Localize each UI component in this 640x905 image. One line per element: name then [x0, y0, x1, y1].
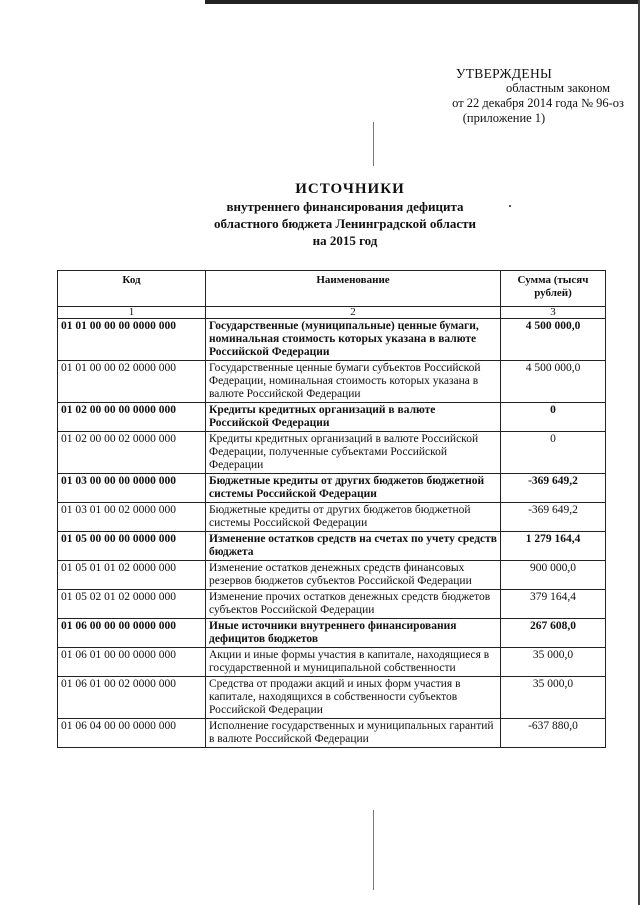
row-name: Государственные ценные бумаги субъектов Российской Федерации, номинальная стоимость которых указана в валюте Российской Федерации — [206, 361, 501, 403]
column-number: 3 — [501, 307, 606, 319]
row-sum: 0 — [501, 432, 606, 474]
table-row — [58, 432, 606, 474]
approval-stamp — [394, 66, 624, 126]
row-code: 01 01 00 00 00 0000 000 — [58, 319, 206, 361]
row-sum: 4 500 000,0 — [501, 319, 606, 361]
row-code: 01 06 01 00 00 0000 000 — [58, 648, 206, 677]
table-row — [58, 503, 606, 532]
row-code: 01 05 01 01 02 0000 000 — [58, 561, 206, 590]
row-sum: 4 500 000,0 — [501, 361, 606, 403]
row-sum: 900 000,0 — [501, 561, 606, 590]
table-row — [58, 590, 606, 619]
row-name: Кредиты кредитных организаций в валюте Российской Федерации, полученные субъектами Российской Федерации — [206, 432, 501, 474]
sources-table — [57, 270, 606, 748]
header-sum: Сумма (тысяч рублей) — [501, 271, 606, 307]
row-name: Изменение прочих остатков денежных средств бюджетов субъектов Российской Федерации — [206, 590, 501, 619]
table-row — [58, 361, 606, 403]
row-name: Государственные (муниципальные) ценные бумаги, номинальная стоимость которых указана в валюте Российской Федерации — [206, 319, 501, 361]
row-name: Средства от продажи акций и иных форм участия в капитале, находящихся в собственности субъектов Российской Федерации — [206, 677, 501, 719]
table-header-row — [58, 271, 606, 307]
row-name: Иные источники внутреннего финансирования дефицитов бюджетов — [206, 619, 501, 648]
header-name: Наименование — [206, 271, 501, 307]
row-sum: 35 000,0 — [501, 677, 606, 719]
header-code: Код — [58, 271, 206, 307]
document-title — [0, 181, 640, 249]
table-row — [58, 677, 606, 719]
table-row — [58, 648, 606, 677]
row-code: 01 02 00 00 02 0000 000 — [58, 432, 206, 474]
approval-law: областным законом — [505, 81, 610, 95]
title-line-4: на 2015 год — [312, 233, 378, 248]
row-name: Кредиты кредитных организаций в валюте Российской Федерации — [206, 403, 501, 432]
row-sum: -369 649,2 — [501, 503, 606, 532]
row-name: Исполнение государственных и муниципальных гарантий в валюте Российской Федерации — [206, 719, 501, 748]
row-code: 01 02 00 00 00 0000 000 — [58, 403, 206, 432]
row-code: 01 06 04 00 00 0000 000 — [58, 719, 206, 748]
row-name: Изменение остатков денежных средств финансовых резервов бюджетов субъектов Российской Федерации — [206, 561, 501, 590]
approval-appendix: (приложение 1) — [462, 111, 546, 125]
row-sum: 35 000,0 — [501, 648, 606, 677]
table-row — [58, 719, 606, 748]
table-row — [58, 474, 606, 503]
title-line-1: ИСТОЧНИКИ — [295, 181, 405, 197]
approval-date: от 22 декабря 2014 года № 96-оз — [452, 96, 624, 110]
row-code: 01 03 01 00 02 0000 000 — [58, 503, 206, 532]
scan-edge-top — [205, 0, 640, 4]
column-number: 2 — [206, 307, 501, 319]
row-sum: 0 — [501, 403, 606, 432]
row-code: 01 05 00 00 00 0000 000 — [58, 532, 206, 561]
title-line-3: областного бюджета Ленинградской области — [213, 216, 477, 231]
row-code: 01 01 00 00 02 0000 000 — [58, 361, 206, 403]
row-sum: 1 279 164,4 — [501, 532, 606, 561]
row-name: Изменение остатков средств на счетах по учету средств бюджета — [206, 532, 501, 561]
row-sum: 379 164,4 — [501, 590, 606, 619]
row-name: Бюджетные кредиты от других бюджетов бюджетной системы Российской Федерации — [206, 474, 501, 503]
row-sum: -369 649,2 — [501, 474, 606, 503]
column-number: 1 — [58, 307, 206, 319]
scan-artifact-line — [373, 122, 374, 166]
row-code: 01 03 00 00 00 0000 000 — [58, 474, 206, 503]
scan-artifact-line — [373, 810, 374, 890]
row-code: 01 06 00 00 00 0000 000 — [58, 619, 206, 648]
title-line-2: внутреннего финансирования дефицита — [226, 199, 464, 214]
row-sum: 267 608,0 — [501, 619, 606, 648]
table-row — [58, 619, 606, 648]
table-row — [58, 532, 606, 561]
row-name: Акции и иные формы участия в капитале, находящиеся в государственной и муниципальной собственности — [206, 648, 501, 677]
table-row — [58, 561, 606, 590]
approval-title: УТВЕРЖДЕНЫ — [455, 66, 553, 81]
row-code: 01 05 02 01 02 0000 000 — [58, 590, 206, 619]
row-code: 01 06 01 00 02 0000 000 — [58, 677, 206, 719]
column-number-row — [58, 307, 606, 319]
row-name: Бюджетные кредиты от других бюджетов бюджетной системы Российской Федерации — [206, 503, 501, 532]
table-row — [58, 403, 606, 432]
row-sum: -637 880,0 — [501, 719, 606, 748]
table-row — [58, 319, 606, 361]
